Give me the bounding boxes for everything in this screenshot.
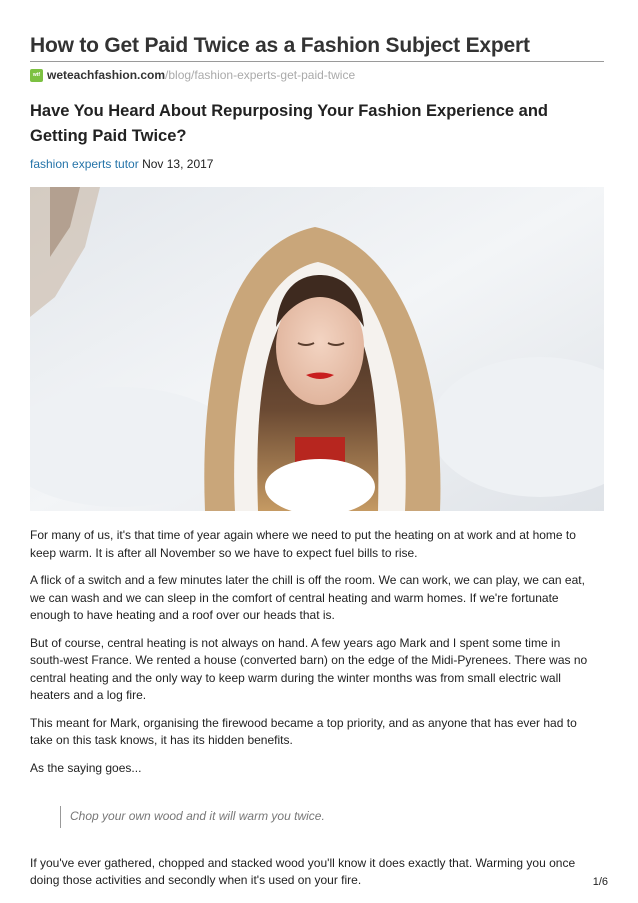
page-title: How to Get Paid Twice as a Fashion Subject Expert bbox=[30, 34, 530, 57]
title-divider bbox=[30, 61, 604, 62]
source-path: /blog/fashion-experts-get-paid-twice bbox=[165, 68, 356, 82]
paragraph: But of course, central heating is not always on hand. A few years ago Mark and I spent some time in south-west France. We rented a house (converted barn) on the edge of the Midi-Pyrenees. There was no central heating and the only way to keep warm during the winter months was from small electric wall heaters and a log fire. bbox=[30, 635, 588, 702]
hero-image bbox=[30, 187, 604, 511]
article-byline bbox=[30, 157, 213, 171]
source-domain: weteachfashion.com bbox=[47, 68, 166, 82]
paragraph: For many of us, it's that time of year again where we need to put the heating on at work and at home to keep warm. It is after all November so we have to expect fuel bills to rise. bbox=[30, 528, 576, 560]
source-url[interactable] bbox=[30, 67, 355, 83]
paragraph: As the saying goes... bbox=[30, 760, 142, 775]
article-date: Nov 13, 2017 bbox=[142, 157, 214, 171]
weteachfashion-logo-icon: wtf bbox=[30, 69, 43, 82]
article-headline: Have You Heard About Repurposing Your Fashion Experience and Getting Paid Twice? bbox=[30, 102, 549, 145]
paragraph: This meant for Mark, organising the firewood became a top priority, and as anyone that has ever had to take on this task knows, it has its hidden benefits. bbox=[30, 715, 577, 747]
paragraph: A flick of a switch and a few minutes later the chill is off the room. We can work, we can play, we can eat, we can wash and we can sleep in the comfort of central heating and warm homes. If we're fortunate enough to have heating and a roof over our heads that is. bbox=[30, 573, 585, 622]
article-body bbox=[30, 527, 590, 900]
paragraph: If you've ever gathered, chopped and stacked wood you'll know it does exactly that. Warming you once doing those activities and secondly when it's used on your fire. bbox=[30, 855, 576, 887]
page-number: 1/6 bbox=[592, 876, 608, 888]
author-link[interactable]: fashion experts tutor bbox=[30, 157, 139, 171]
blockquote: Chop your own wood and it will warm you twice. bbox=[60, 806, 590, 828]
